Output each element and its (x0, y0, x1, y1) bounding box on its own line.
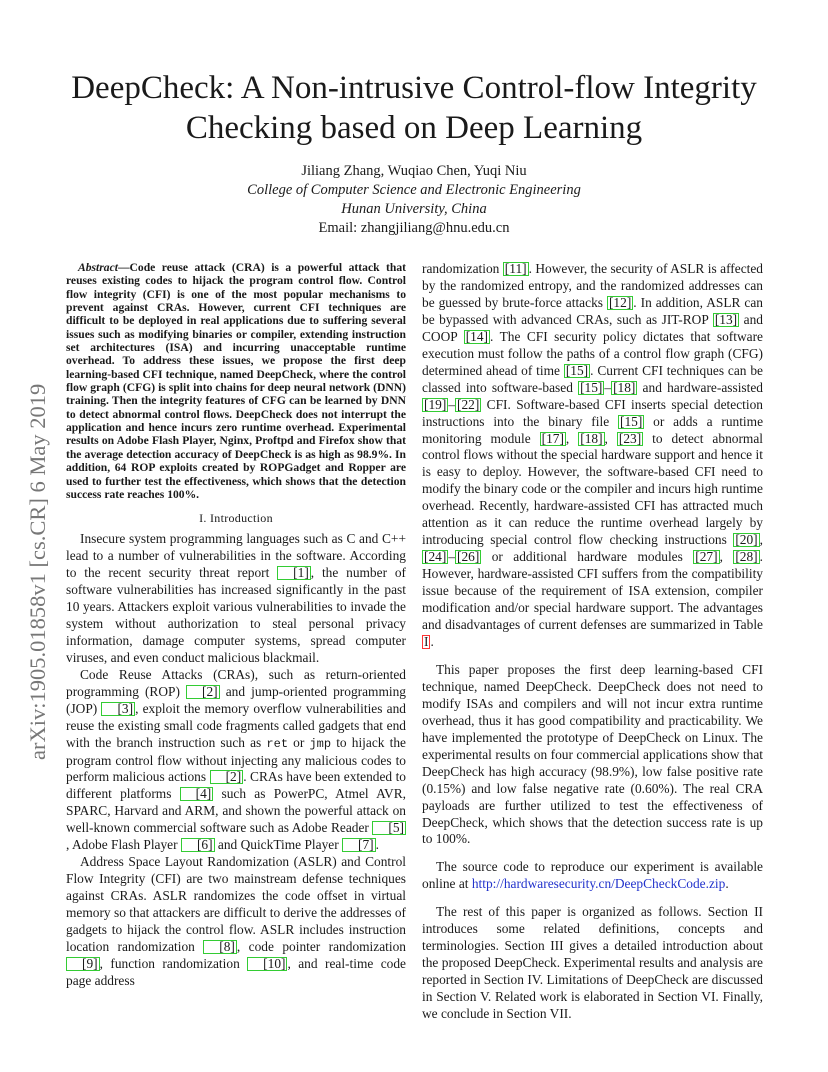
citation-link[interactable]: [2] (186, 685, 220, 699)
text-run: CFI. Software-based CFI inserts special detection instructions into the binary file (422, 396, 763, 429)
text-run: , exploit the memory overflow vulnerabilities and reuse the existing small code fragments called gadgets that end with the branch instruction such as (66, 700, 406, 750)
text-run: Address Space Layout Randomization (ASLR) and Control Flow Integrity (CFI) are two mainstream defense techniques against CRAs. ASLR randomizes the code offset in virtual memory so that attackers are difficult to derive the addresses of gadgets to hijack the control flow. ASLR includes instruction location randomization (66, 854, 406, 955)
citation-link[interactable]: [15] (565, 362, 589, 378)
abstract-label: Abstract (78, 261, 118, 274)
text-run: . However, hardware-assisted CFI suffers from the compatibility issue because of the requirement of ISA extension, compiler modification and/or special hardware support. The advantages and disadvantages of current defenses are summarized in Table (422, 549, 763, 633)
source-code-link[interactable]: http://hardwaresecurity.cn/DeepCheckCode.zip (471, 876, 726, 892)
citation-link[interactable]: [26] (457, 549, 480, 565)
intro-paragraph-4 (422, 261, 763, 651)
citation-link[interactable]: [9] (66, 957, 100, 971)
citation-link[interactable]: [18] (580, 430, 603, 446)
citation-link[interactable]: [2] (210, 770, 244, 784)
intro-paragraph-6 (422, 859, 763, 893)
arxiv-side-stamp: arXiv:1905.01858v1 [cs.CR] 6 May 2019 (25, 383, 50, 760)
text-run: . However, the security of ASLR is affected by the randomized entropy, and the randomized addresses can be guessed by brute-force attacks (422, 261, 763, 310)
text-run: and hardware-assisted (637, 379, 763, 395)
text-run: Insecure system programming languages such as C and C++ lead to a number of vulnerabilities in the software. According to the recent security threat report (66, 531, 406, 581)
abstract (66, 261, 406, 501)
paper-title (0, 68, 828, 148)
text-run: randomization (422, 261, 503, 276)
text-run: and COOP (422, 311, 763, 344)
text-run: , code pointer randomization (236, 939, 406, 955)
affiliation-line-1: College of Computer Science and Electronic Engineering (247, 182, 581, 198)
intro-paragraph-1 (66, 531, 406, 667)
text-run: to hijack the program control flow without injecting any malicious codes to perform malicious actions (66, 734, 406, 785)
text-run: Code Reuse Attacks (CRAs), such as return-oriented programming (ROP) (66, 666, 406, 699)
section-heading-introduction: I. Introduction (199, 511, 273, 526)
text-run: , (565, 430, 579, 446)
citation-link[interactable]: [11] (504, 261, 527, 276)
citation-link[interactable]: [23] (618, 430, 642, 446)
right-column (422, 261, 763, 1023)
author-email: Email: zhangjiliang@hnu.edu.cn (318, 220, 510, 236)
text-run: . In addition, ASLR can be bypassed with advanced CRAs, such as JIT-ROP (422, 294, 763, 327)
text-run: or (288, 734, 310, 750)
citation-link[interactable]: [27] (695, 549, 718, 565)
intro-paragraph-3 (66, 854, 406, 990)
affiliation-line-2: Hunan University, China (341, 201, 487, 217)
left-column (66, 261, 406, 990)
text-run: , (604, 430, 617, 446)
text-run: – (448, 549, 456, 565)
title-line-1: DeepCheck: A Non-intrusive Control-flow Integrity (71, 70, 757, 106)
citation-link[interactable]: [17] (541, 430, 564, 446)
text-run: . Current CFI techniques can be classed into software-based (422, 362, 763, 395)
text-run: , Adobe Flash Player (66, 837, 181, 853)
citation-link[interactable]: [22] (457, 396, 480, 412)
text-run: . The CFI security policy dictates that software execution must follow the paths of a control flow graph (CFG) determined ahead of time (422, 328, 763, 378)
text-run: , the number of software vulnerabilities has increased significantly in the past 10 years. Attackers exploit various vulnerabilities to invade the system without authorization to steal personal privacy information, damage computer systems, spread computer viruses, and even conduct malicious blackmail. (66, 565, 406, 665)
text-run: to detect abnormal control flows without the special hardware support and hence it is easy to deploy. However, the software-based CFI need to modify the binary code or the compiler and incurs high runtime overhead. Recently, hardware-assisted CFI has attracted much attention as it can reduce the runtime overhead largely by introducing special control flow checking instructions (422, 430, 763, 548)
citation-link[interactable]: [20] (735, 532, 758, 548)
citation-link[interactable]: [10] (247, 957, 287, 971)
citation-link[interactable]: [5] (372, 821, 406, 835)
text-run: and jump-oriented programming (JOP) (66, 683, 406, 716)
text-run: – (448, 396, 456, 412)
citation-link[interactable]: [3] (101, 702, 135, 716)
citation-link[interactable]: [4] (180, 787, 214, 801)
citation-link[interactable]: [12] (608, 294, 632, 310)
text-run: , function randomization (99, 955, 248, 971)
intro-paragraph-2 (66, 667, 406, 854)
citation-link[interactable]: [6] (181, 838, 215, 852)
text-run: – (604, 379, 612, 395)
citation-link[interactable]: [8] (203, 940, 237, 954)
text-run: and QuickTime Player (214, 837, 343, 853)
intro-paragraph-5: This paper proposes the first deep learning-based CFI technique, named DeepCheck. DeepCheck does not need to modify ISAs and compilers and will not incur extra runtime overhead, thus it has good compatibility and practicability. We have implemented the prototype of DeepCheck on Linux. The experimental results on four commercial applications show that DeepCheck has high accuracy (98.9%), low false positive rate (0.15%) and low false negative rate (0.60%). The real CRA payloads are further utilized to test the effectiveness of DeepCheck, which shows that the detection success rate is up to 100%. (422, 661, 763, 847)
text-run: , (719, 549, 734, 565)
citation-link[interactable]: [24] (424, 549, 447, 565)
citation-link[interactable]: [1] (277, 566, 311, 580)
code-jmp: jmp (309, 736, 332, 751)
citation-link[interactable]: [14] (465, 328, 489, 344)
text-run: . CRAs have been extended to different platforms (66, 769, 406, 802)
citation-link[interactable]: [7] (342, 838, 376, 852)
text-run: . (430, 633, 434, 649)
citation-link[interactable]: [28] (735, 549, 758, 565)
citation-link[interactable]: [13] (714, 311, 738, 327)
author-names: Jiliang Zhang, Wuqiao Chen, Yuqi Niu (301, 163, 527, 179)
intro-paragraph-7: The rest of this paper is organized as follows. Section II introduces some related definitions, concepts and terminologies. Section III gives a detailed introduction about the proposed DeepCheck. Experimental results and analysis are reported in Section IV. Limitations of DeepCheck are discussed in Section V. Related work is elaborated in Section VI. Finally, we conclude in Section VII. (422, 904, 763, 1022)
title-line-2: Checking based on Deep Learning (185, 110, 643, 146)
text-run: . (725, 876, 729, 892)
text-run: The source code to reproduce our experiment is available online at (422, 859, 763, 892)
text-run: such as PowerPC, Atmel AVR, SPARC, Harvard and ARM, and shown the powerful attack on well-known commercial software such as Adobe Reader (66, 786, 406, 836)
text-run: , (759, 532, 763, 548)
citation-link[interactable]: [15] (620, 413, 643, 429)
text-run: or adds a runtime monitoring module (422, 413, 764, 446)
text-run: or additional hardware modules (481, 549, 694, 565)
table-link[interactable]: I (424, 633, 429, 649)
citation-link[interactable]: [15] (580, 379, 603, 395)
abstract-text: —Code reuse attack (CRA) is a powerful attack that reuses existing codes to hijack the program control flow. Control flow integrity (CFI) is one of the most popular mechanisms to prevent against CRAs. However, current CFI techniques are difficult to be deployed in real applications due to suffering several issues such as modifying binaries or compiler, extending instruction set architectures (ISA) and incurring unacceptable runtime overhead. To address these issues, we propose the first deep learning-based CFI technique, named DeepCheck, where the control flow graph (CFG) is split into chains for deep neural network (DNN) training. Then the integrity features of CFG can be learned by DNN to detect abnormal control flows. DeepCheck does not interrupt the application and hence incurs zero runtime overhead. Experimental results on Adobe Flash Player, Nginx, Proftpd and Firefox show that the average detection accuracy of DeepCheck is as high as 98.9%. In addition, 64 ROP exploits created by ROPGadget and Ropper are used to further test the effectiveness, which shows that the detection success rate reaches 100%. (66, 261, 406, 501)
text-run: . (375, 837, 379, 853)
citation-link[interactable]: [19] (424, 396, 447, 412)
citation-link[interactable]: [18] (613, 379, 636, 395)
author-block (0, 162, 828, 238)
text-run: , and real-time code page address (66, 955, 406, 988)
code-ret: ret (266, 736, 289, 751)
